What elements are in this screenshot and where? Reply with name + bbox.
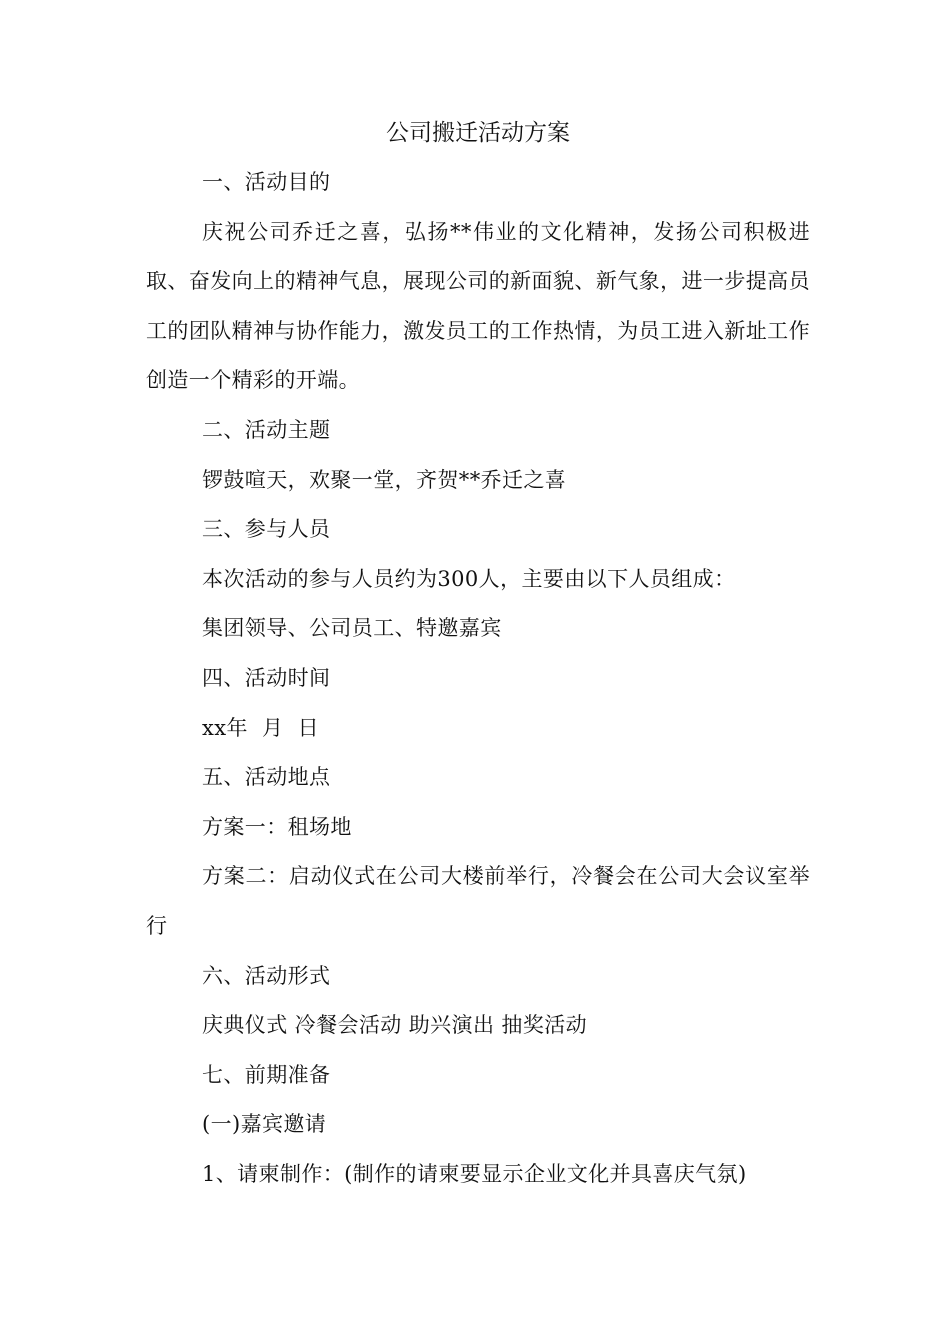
section-heading-participants: 三、参与人员	[202, 517, 331, 542]
location-option-2: 方案二：启动仪式在公司大楼前举行，冷餐会在公司大会议室举行	[146, 864, 810, 938]
participants-list: 集团领导、公司员工、特邀嘉宾	[202, 616, 502, 641]
location-option-1: 方案一：租场地	[202, 814, 352, 839]
section-heading-preparation: 七、前期准备	[202, 1062, 331, 1087]
section-heading-location: 五、活动地点	[202, 765, 331, 790]
participants-paragraph: 本次活动的参与人员约为300人，主要由以下人员组成：	[202, 566, 736, 591]
section-heading-time: 四、活动时间	[202, 665, 331, 690]
document-page	[146, 112, 810, 1199]
section-heading-theme: 二、活动主题	[202, 417, 331, 442]
format-paragraph: 庆典仪式 冷餐会活动 助兴演出 抽奖活动	[202, 1013, 588, 1038]
invitation-card-item: 1、请柬制作：(制作的请柬要显示企业文化并具喜庆气氛)	[202, 1161, 747, 1186]
purpose-paragraph: 庆祝公司乔迁之喜，弘扬**伟业的文化精神，发扬公司积极进取、奋发向上的精神气息，展现公司的新面貌、新气象，进一步提高员工的团队精神与协作能力，激发员工的工作热情，为员工进入新址工作创造一个精彩的开端。	[146, 219, 810, 393]
subsection-heading-guest-invitation: (一)嘉宾邀请	[202, 1112, 327, 1137]
document-title: 公司搬迁活动方案	[386, 120, 570, 146]
section-heading-format: 六、活动形式	[202, 963, 331, 988]
section-heading-purpose: 一、活动目的	[202, 170, 331, 194]
time-paragraph: xx年 月 日	[202, 715, 319, 740]
theme-paragraph: 锣鼓喧天，欢聚一堂，齐贺**乔迁之喜	[202, 467, 567, 492]
